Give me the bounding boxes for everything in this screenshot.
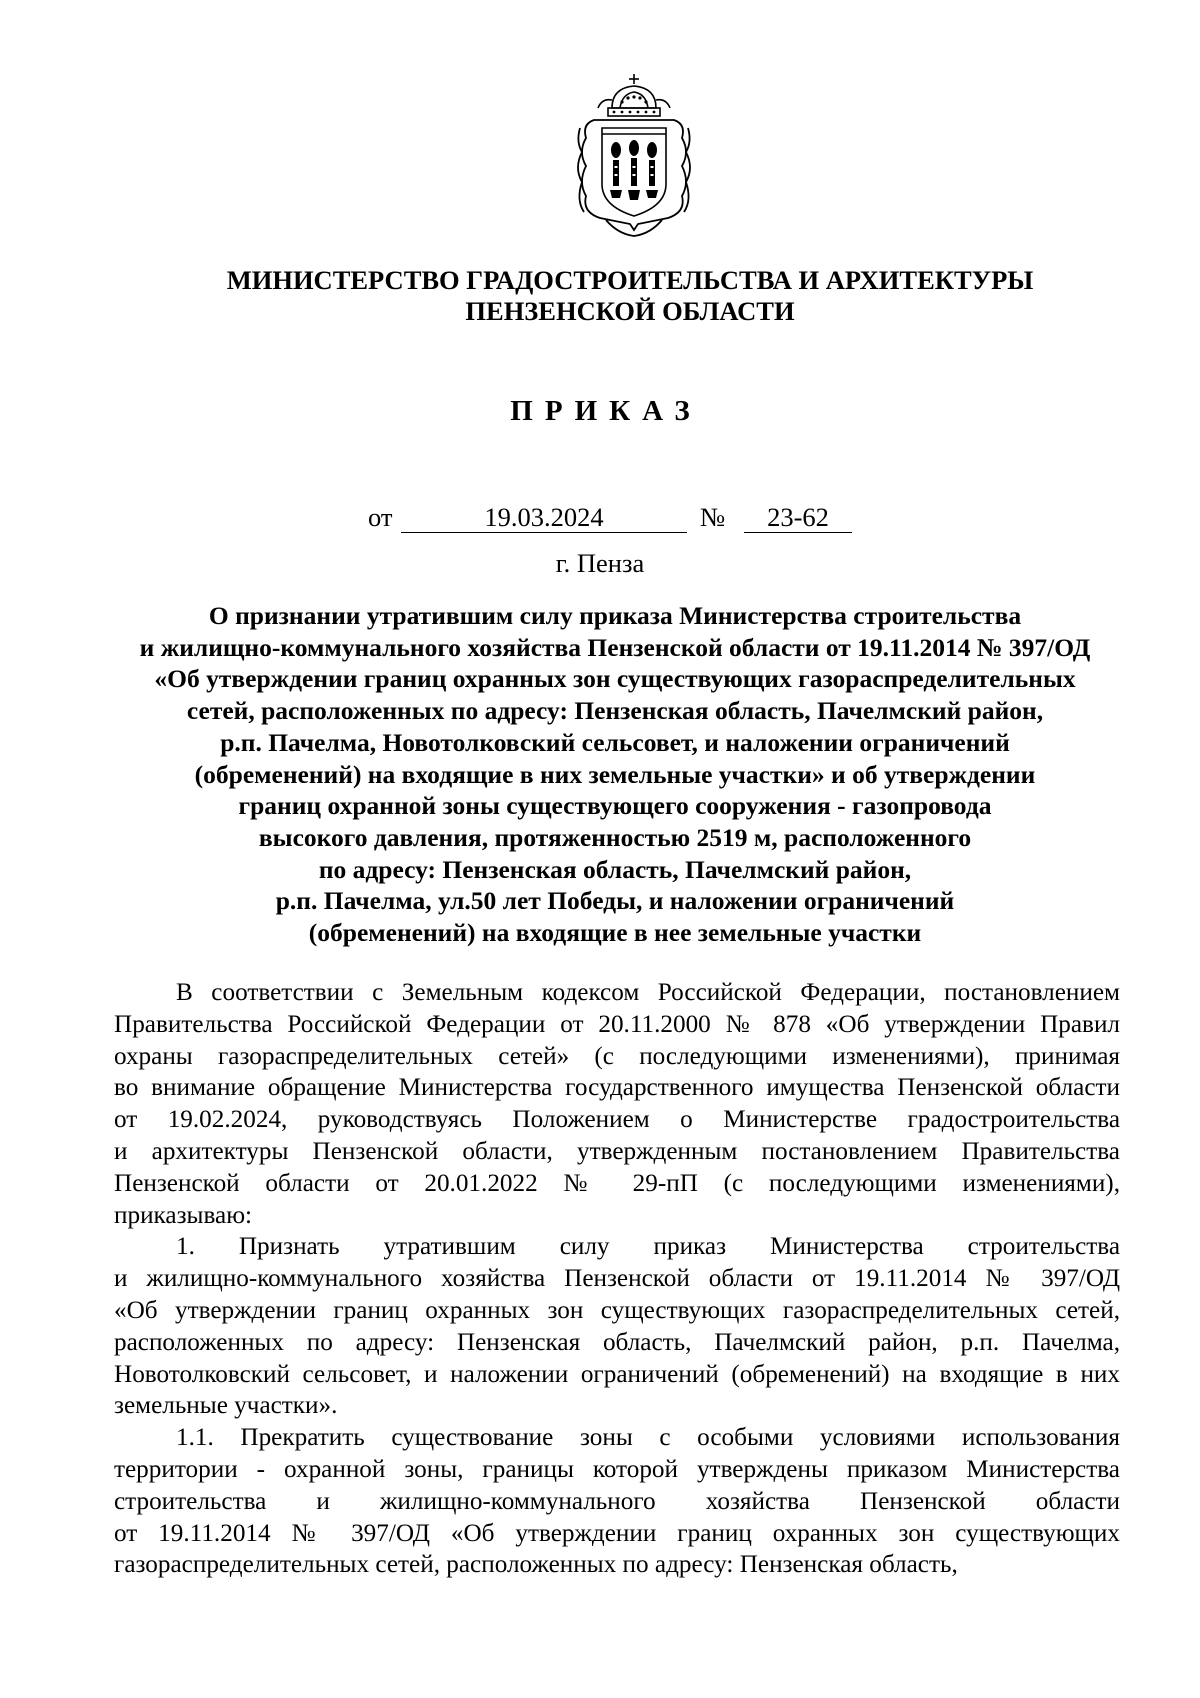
body-line: газораспределительных сетей, расположенных по адресу: Пензенская область, [114,1551,958,1579]
subject-line: О признании утратившим силу приказа Министерства строительства [208,601,1022,630]
body-line: охраны газораспределительных сетей» (с последующими изменениями), принимая [114,1042,1120,1070]
subject-line: по адресу: Пензенская область, Пачелмский район, [318,854,912,884]
document-number: 23-62 [744,502,852,533]
body-line: Пензенской области от 20.01.2022 № 29-пП (с последующими изменениями), [114,1169,1120,1197]
body-line: и архитектуры Пензенской области, утвержденным постановлением Правительства [114,1137,1120,1165]
document-subject [115,600,1115,949]
body-line: территории - охранной зоны, границы которой утверждены приказом Министерства [114,1455,1120,1483]
body-line: приказываю: [114,1201,253,1229]
ministry-heading-line2: ПЕНЗЕНСКОЙ ОБЛАСТИ [465,296,795,326]
body-line: Новотолковский сельсовет, и наложении ограничений (обременений) на входящие в них [114,1360,1120,1388]
body-line: и жилищно-коммунального хозяйства Пензенской области от 19.11.2014 № 397/ОД [114,1265,1120,1293]
subject-line: р.п. Пачелма, Новотолковский сельсовет, и наложении ограничений [220,727,1010,757]
body-line: В соответствии с Земельным кодексом Российской Федерации, постановлением [176,979,1120,1006]
body-line: земельные участки». [114,1392,338,1420]
subject-line: (обременений) на входящие в нее земельные участки [308,918,922,948]
body-line: расположенных по адресу: Пензенская область, Пачелмский район, р.п. Пачелма, [114,1328,1120,1356]
subject-line: р.п. Пачелма, ул.50 лет Победы, и наложении ограничений [275,886,955,916]
body-line: 1.1. Прекратить существование зоны с особыми условиями использования [176,1424,1120,1452]
subject-line: границ охранной зоны существующего сооружения - газопровода [238,791,992,821]
subject-line: «Об утверждении границ охранных зон существующих газораспределительных [154,664,1076,694]
subject-line: и жилищно-коммунального хозяйства Пензенской области от 19.11.2014 № 397/ОД [139,632,1091,662]
document-body [114,977,1120,1581]
subject-line: сетей, расположенных по адресу: Пензенская область, Пачелмский район, [186,696,1044,726]
ministry-heading [130,265,1130,327]
body-line: во внимание обращение Министерства государственного имущества Пензенской области [114,1074,1120,1102]
body-line: от 19.11.2014 № 397/ОД «Об утверждении границ охранных зон существующих [114,1519,1120,1547]
ministry-heading-line1: МИНИСТЕРСТВО ГРАДОСТРОИТЕЛЬСТВА И АРХИТЕКТУРЫ [226,265,1034,295]
date-label: от [368,502,393,532]
subject-line: (обременений) на входящие в них земельные участки» и об утверждении [194,759,1036,789]
body-line: Правительства Российской Федерации от 20.11.2000 № 878 «Об утверждении Правил [114,1010,1120,1038]
subject-line: высокого давления, протяженностью 2519 м, расположенного [258,822,972,852]
coat-of-arms-emblem [572,72,696,240]
body-line: от 19.02.2024, руководствуясь Положением о Министерстве градостроительства [114,1106,1120,1134]
city-name: г. Пенза [555,548,645,578]
body-line: строительства и жилищно-коммунального хозяйства Пензенской области [114,1487,1120,1515]
body-line: 1. Признать утратившим силу приказ Министерства строительства [176,1233,1120,1261]
document-type-title: ПРИКАЗ [510,395,702,427]
number-label: № [700,502,726,532]
document-date: 19.03.2024 [401,502,687,533]
body-line: «Об утверждении границ охранных зон существующих газораспределительных сетей, [114,1296,1120,1324]
